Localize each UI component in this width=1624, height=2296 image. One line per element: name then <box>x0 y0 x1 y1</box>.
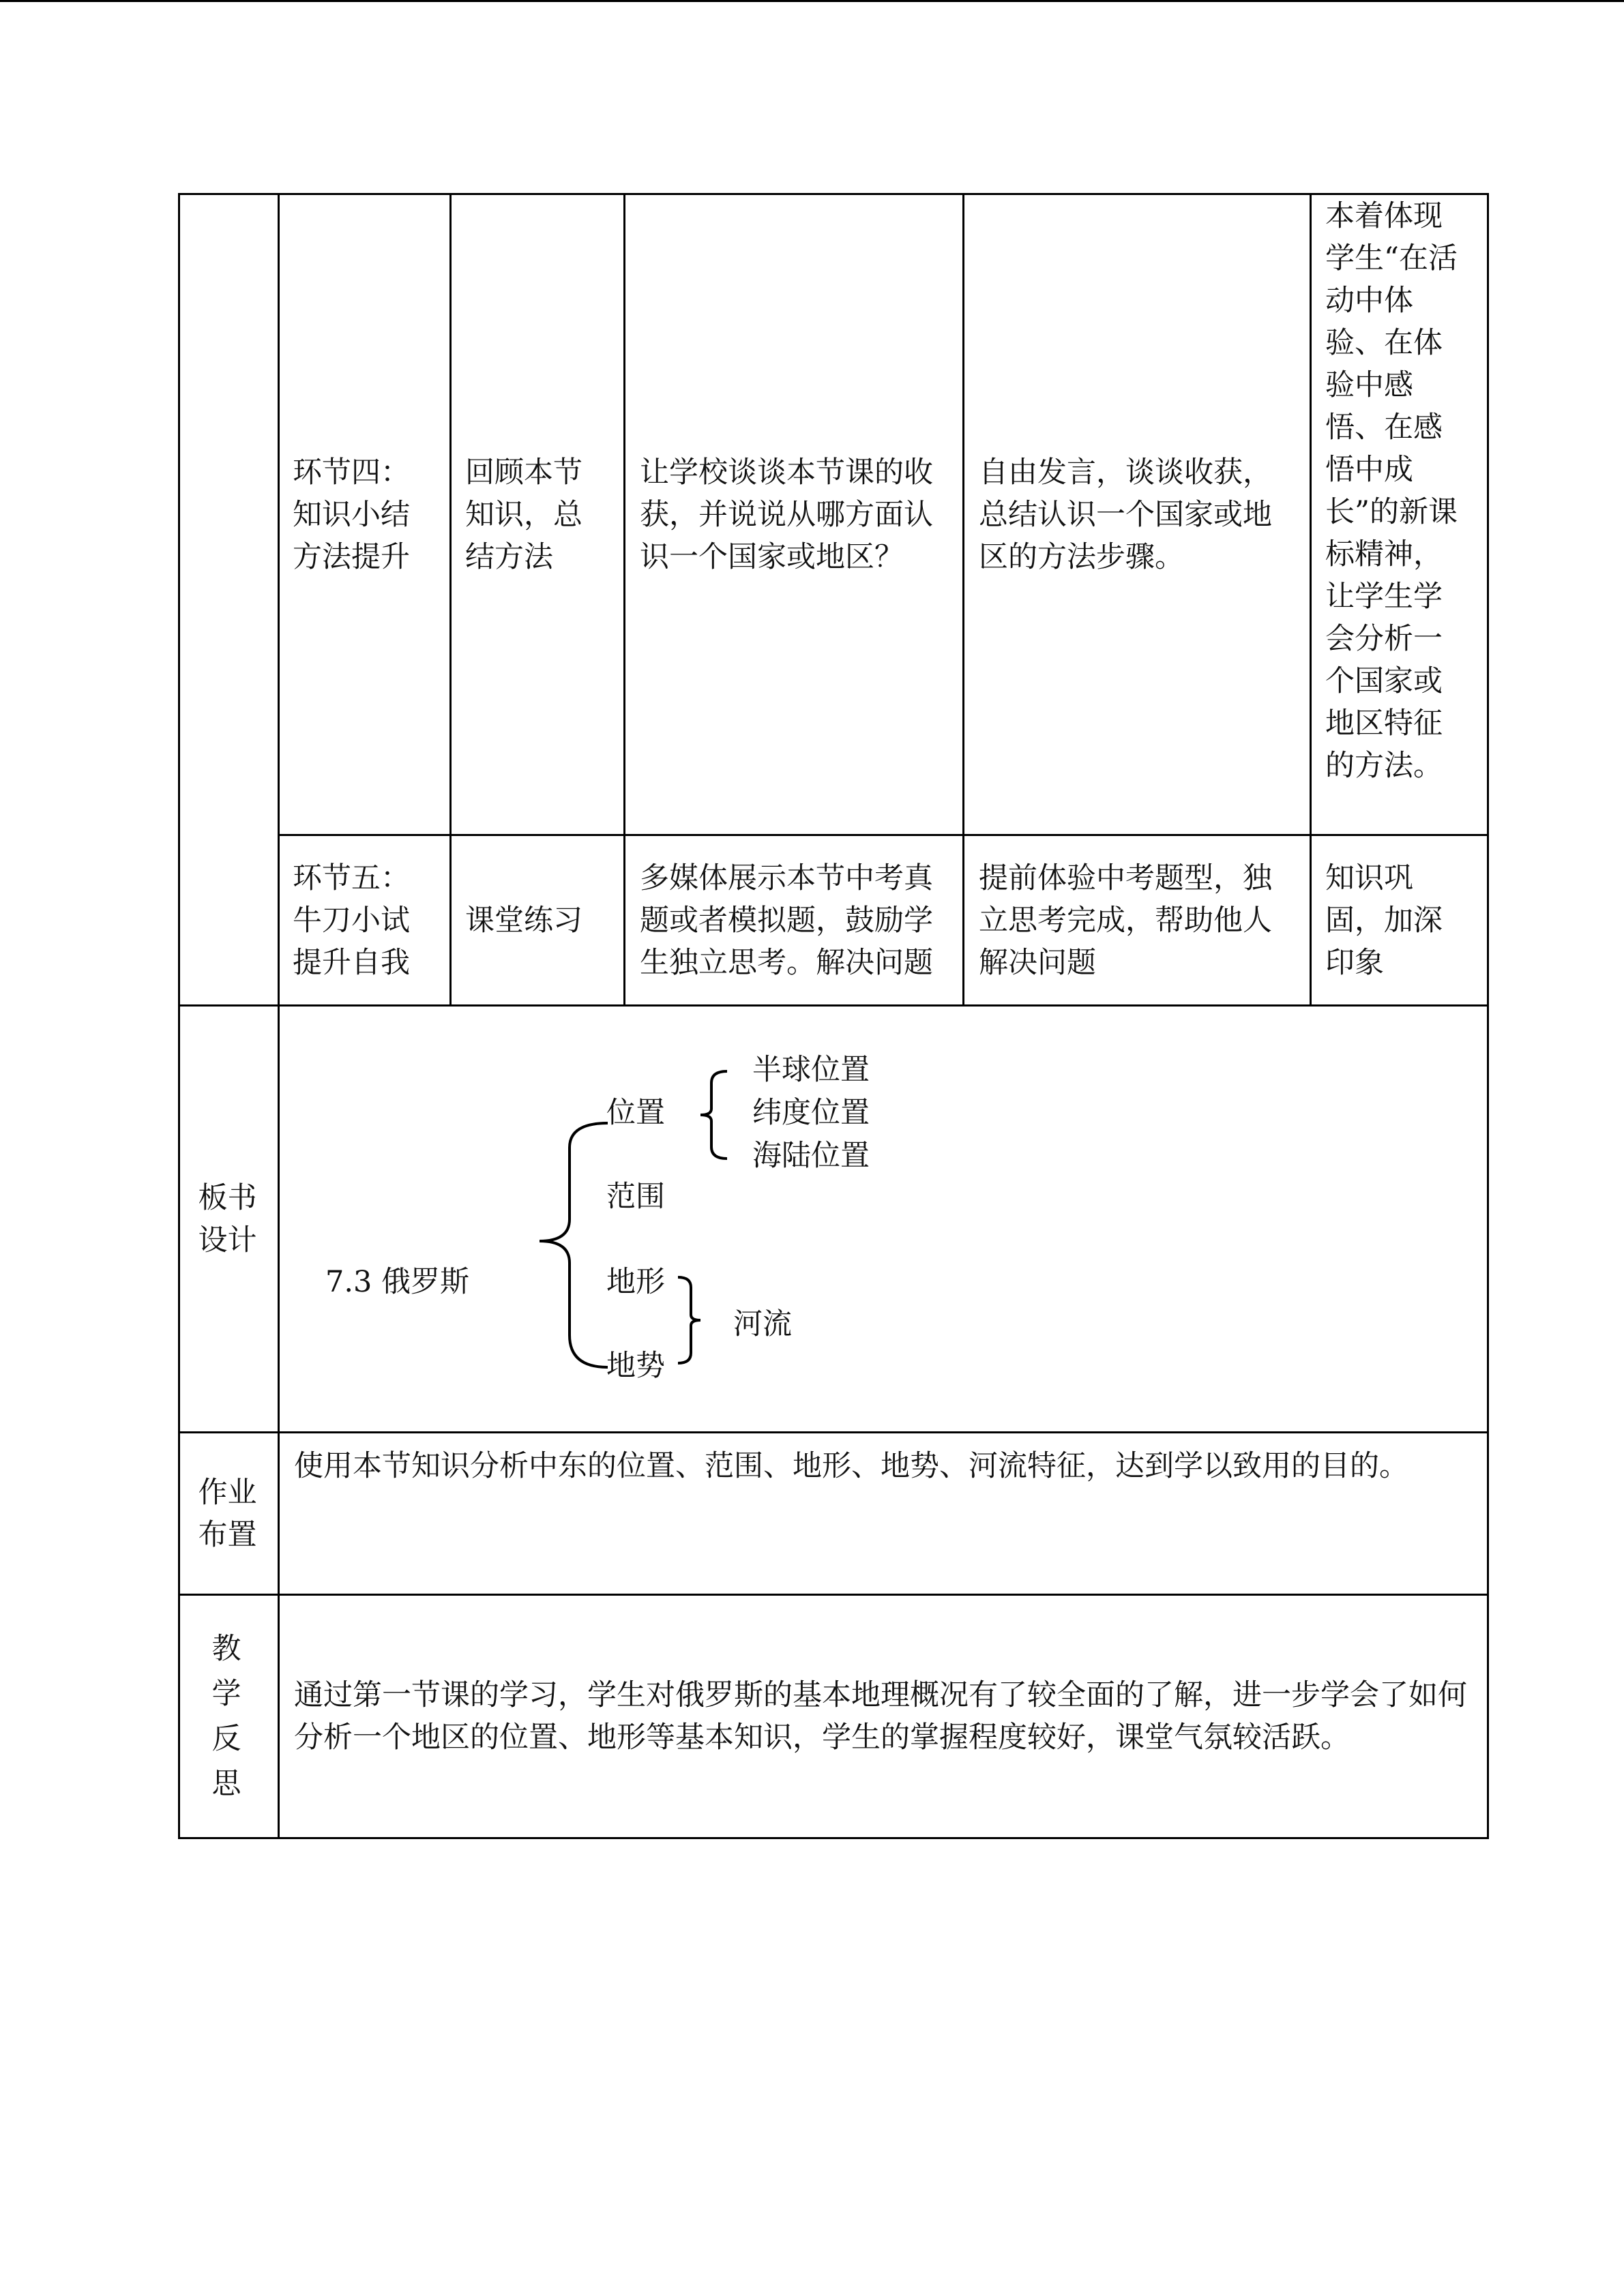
reflection-text: 通过第一节课的学习，学生对俄罗斯的基本地理概况有了较全面的了解，进一步学会了如何分析一个地区的位置、地形等基本知识，学生的掌握程度较好，课堂气氛较活跃。 <box>294 1678 1467 1755</box>
step4-content: 回顾本节知识，总结方法 <box>465 455 582 574</box>
step5-content: 课堂练习 <box>465 903 582 938</box>
reflection-label: 教学反思 <box>211 1632 241 1801</box>
reflection-label-cell <box>204 1596 249 1837</box>
homework-text-cell <box>294 1445 1477 1487</box>
homework-label-cell <box>192 1433 263 1594</box>
board-range: 范围 <box>606 1180 665 1214</box>
step5-stage: 环节五：牛刀小试提升自我 <box>293 861 410 980</box>
board-design-braces <box>178 193 1489 1839</box>
lesson-plan-table <box>178 193 1489 1839</box>
board-rivers: 河流 <box>733 1307 792 1341</box>
step5-design-intent: 知识巩固，加深印象 <box>1325 861 1443 980</box>
homework-text: 使用本节知识分析中东的位置、范围、地形、地势、河流特征，达到学以致用的目的。 <box>294 1449 1408 1483</box>
step5-student-activity: 提前体验中考题型，独立思考完成，帮助他人解决问题 <box>979 861 1272 980</box>
board-terrain: 地形 <box>606 1265 665 1299</box>
board-position-item: 半球位置 <box>752 1053 870 1087</box>
board-relief: 地势 <box>606 1349 665 1383</box>
board-position: 位置 <box>606 1096 665 1130</box>
board-topic: 7.3 俄罗斯 <box>325 1265 470 1299</box>
step4-student-activity: 自由发言，谈谈收获，总结认识一个国家或地区的方法步骤。 <box>979 455 1272 574</box>
main-left-brace <box>540 1123 608 1367</box>
board-position-item: 纬度位置 <box>752 1096 870 1130</box>
step4-design-intent: 本着体现学生“在活动中体验、在体验中感悟、在感悟中成长”的新课标精神，让学生学会分析一个国家或地区特征的方法。 <box>1325 199 1458 783</box>
position-left-brace <box>700 1071 727 1159</box>
homework-label: 作业布置 <box>198 1475 257 1552</box>
reflection-text-cell <box>294 1596 1477 1837</box>
terrain-right-brace <box>678 1277 700 1363</box>
board-position-item: 海陆位置 <box>752 1139 870 1173</box>
page-top-border <box>0 0 1624 2</box>
board-design-label: 板书设计 <box>198 1180 257 1257</box>
step5-teacher-activity: 多媒体展示本节中考真题或者模拟题，鼓励学生独立思考。解决问题 <box>640 861 933 980</box>
step4-stage: 环节四：知识小结方法提升 <box>293 455 410 574</box>
step4-teacher-activity: 让学校谈谈本节课的收获，并说说从哪方面认识一个国家或地区？ <box>640 455 933 574</box>
